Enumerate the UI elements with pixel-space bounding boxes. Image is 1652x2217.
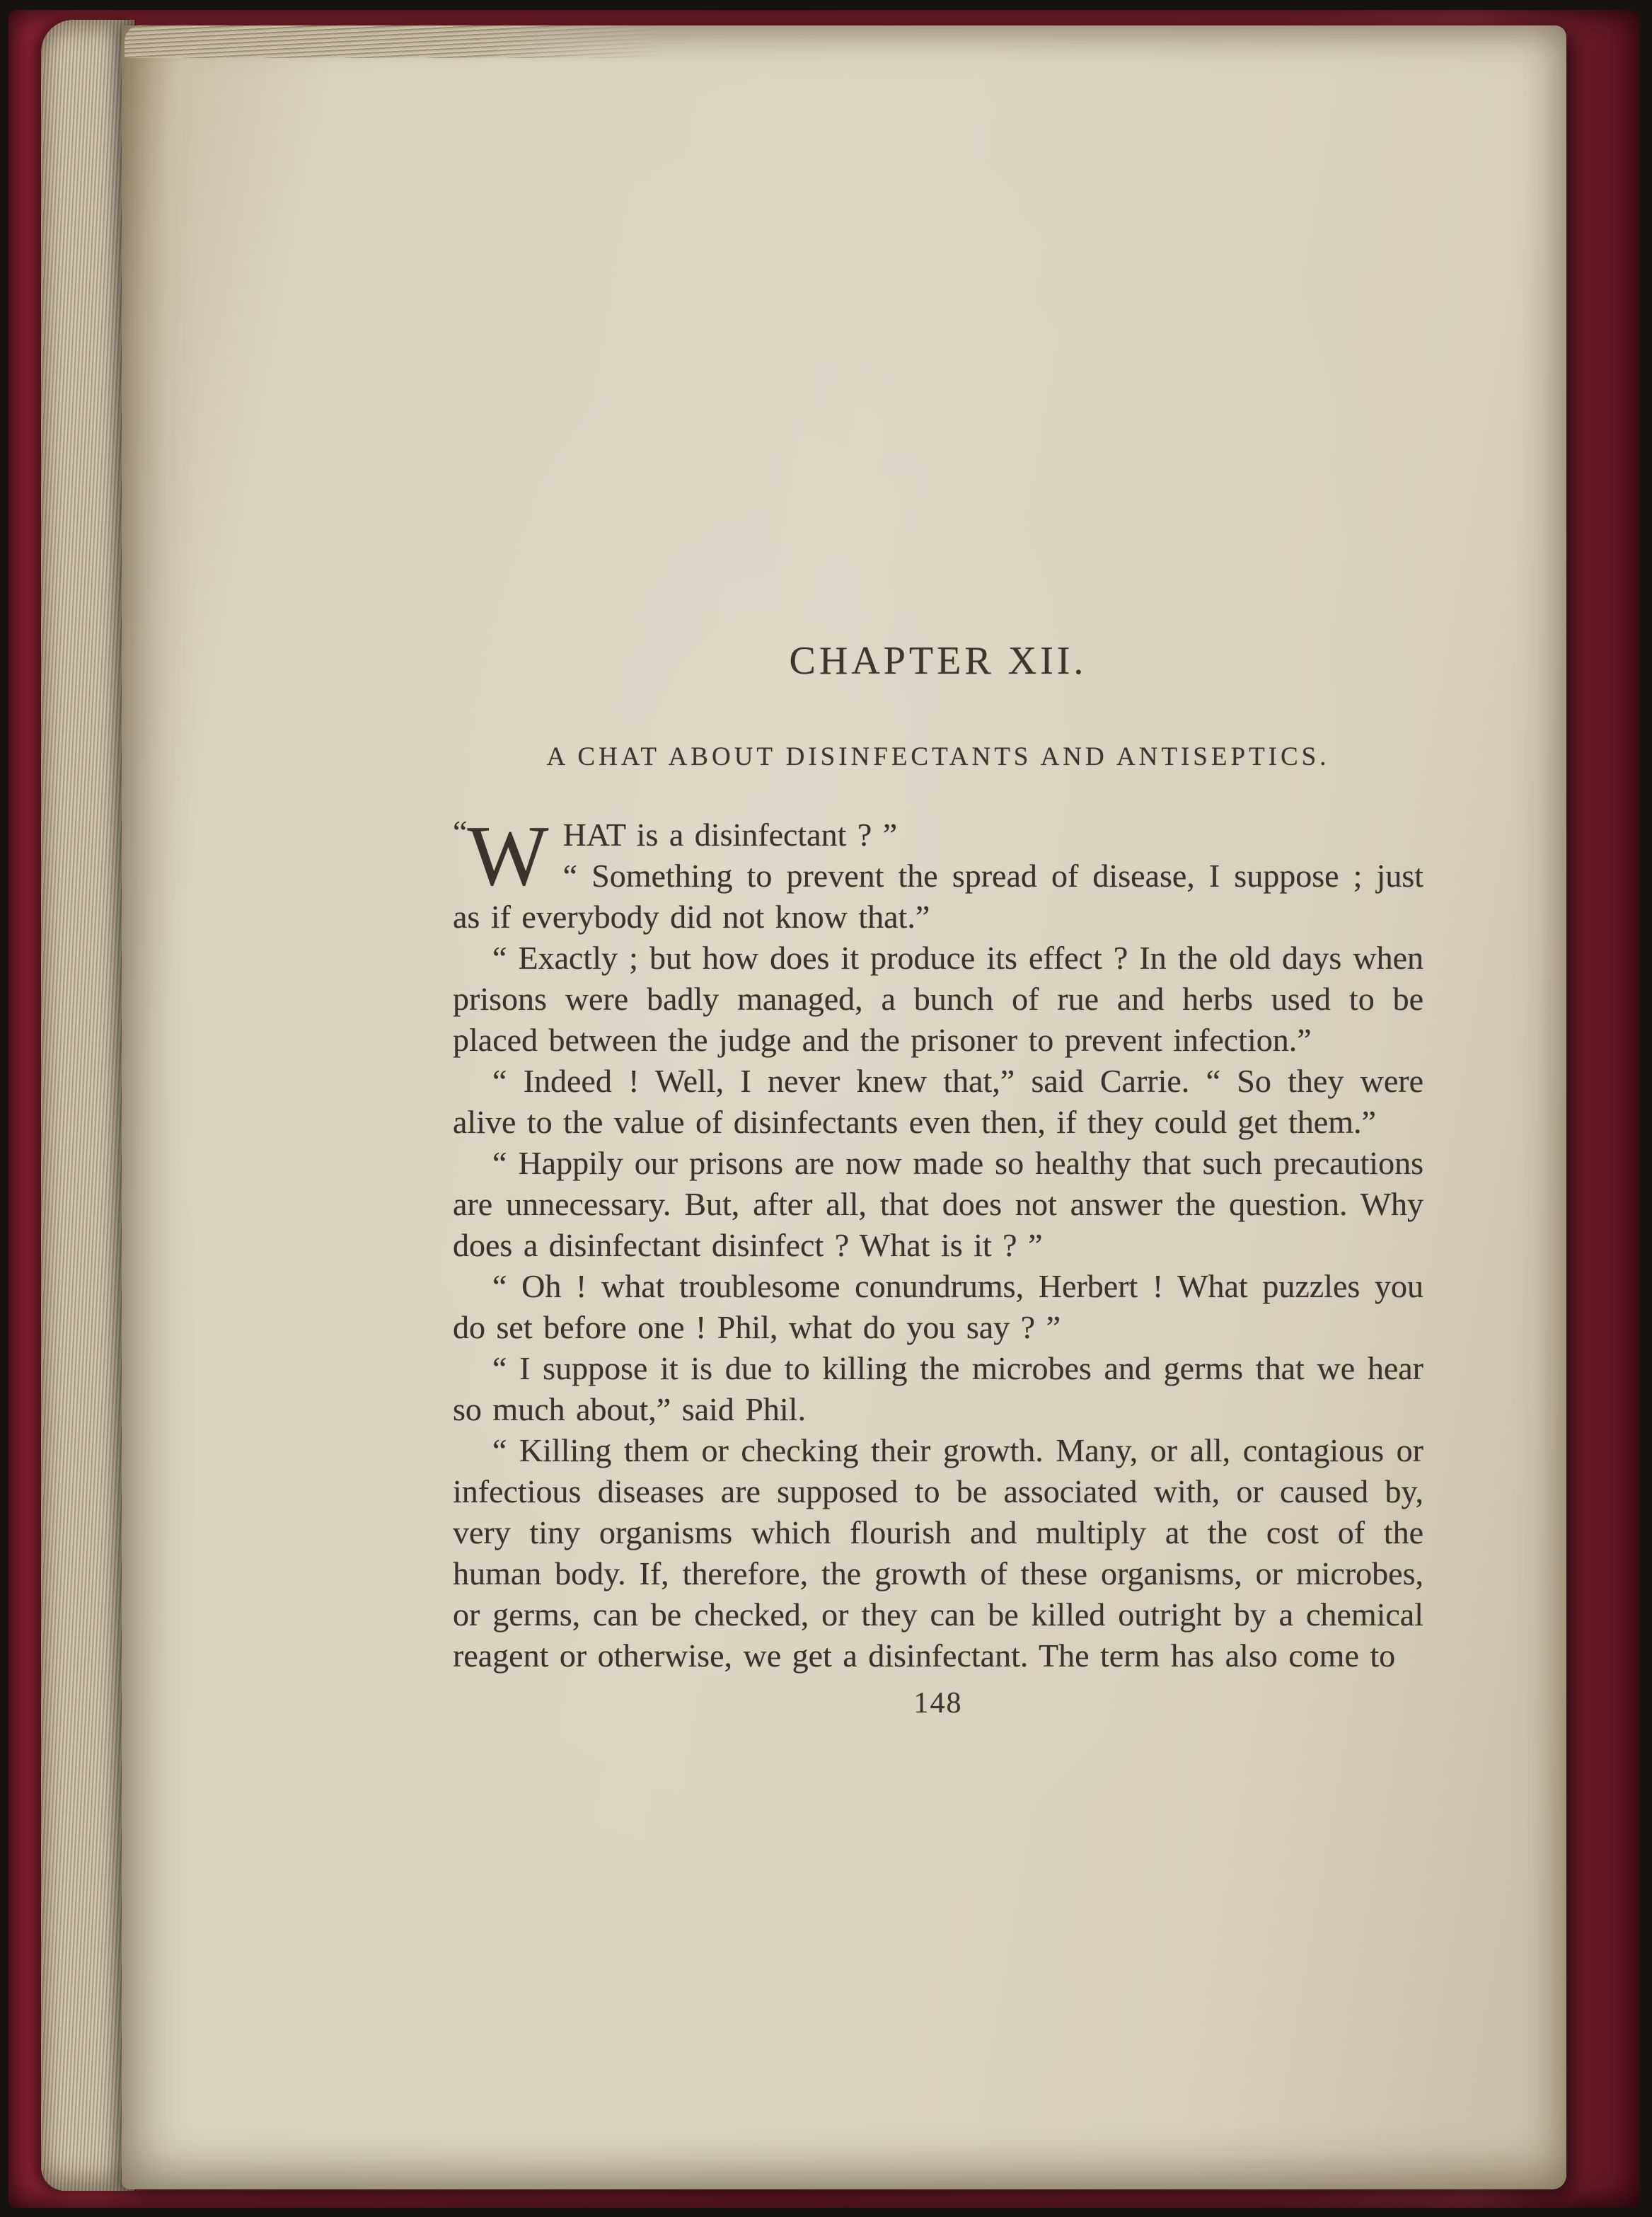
drop-cap-group — [453, 808, 549, 904]
page-number: 148 — [913, 1687, 963, 1720]
page-edges-top — [125, 25, 669, 58]
paragraph: “ Exactly ; but how does it produce its effect ? In the old days when prisons were badly managed, a bunch of rue and herbs used to be placed between the judge and the prisoner to prevent infection.” — [453, 940, 1423, 1058]
opening-line-1: HAT is a disinfectant ? ” — [562, 817, 898, 853]
paragraph: “ Oh ! what troublesome conundrums, Herbert ! What puzzles you do set before one ! Phil, what do you say ? ” — [453, 1268, 1423, 1345]
chapter-subtitle: A CHAT ABOUT DISINFECTANTS AND ANTISEPTICS. — [546, 742, 1330, 771]
chapter-title: CHAPTER XII. — [789, 639, 1087, 683]
paragraph: “ I suppose it is due to killing the microbes and germs that we hear so much about,” said Phil. — [453, 1350, 1423, 1427]
paragraph: “ Killing them or checking their growth. Many, or all, contagious or infectious diseases are supposed to be associated with, or caused by, very tiny organisms which flourish and multiply at the cost of the human body. If, therefore, the growth of these organisms, or microbes, or germs, can be checked, or they can be killed outright by a chemical reagent or otherwise, we get a disinfectant. The term has also come to — [453, 1432, 1423, 1674]
paragraph: “ Happily our prisons are now made so healthy that such precautions are unnecessary. But, after all, that does not answer the question. Why does a disinfectant disinfect ? What is it ? ” — [453, 1145, 1423, 1263]
paragraph-opening — [453, 808, 1423, 938]
page-edges-left — [41, 20, 134, 2191]
body-text — [453, 808, 1423, 1676]
book-page — [122, 25, 1566, 2189]
paragraph: “ Indeed ! Well, I never knew that,” said Carrie. “ So they were alive to the value of disinfectants even then, if they could get them.” — [453, 1063, 1423, 1140]
opening-quote-mark: “ — [453, 814, 468, 850]
page-content — [453, 638, 1423, 1720]
drop-cap-letter: W — [467, 808, 549, 904]
opening-line-2: “ Something to prevent the spread of disease, I suppose ; just as if everybody did not know that.” — [453, 858, 1423, 935]
